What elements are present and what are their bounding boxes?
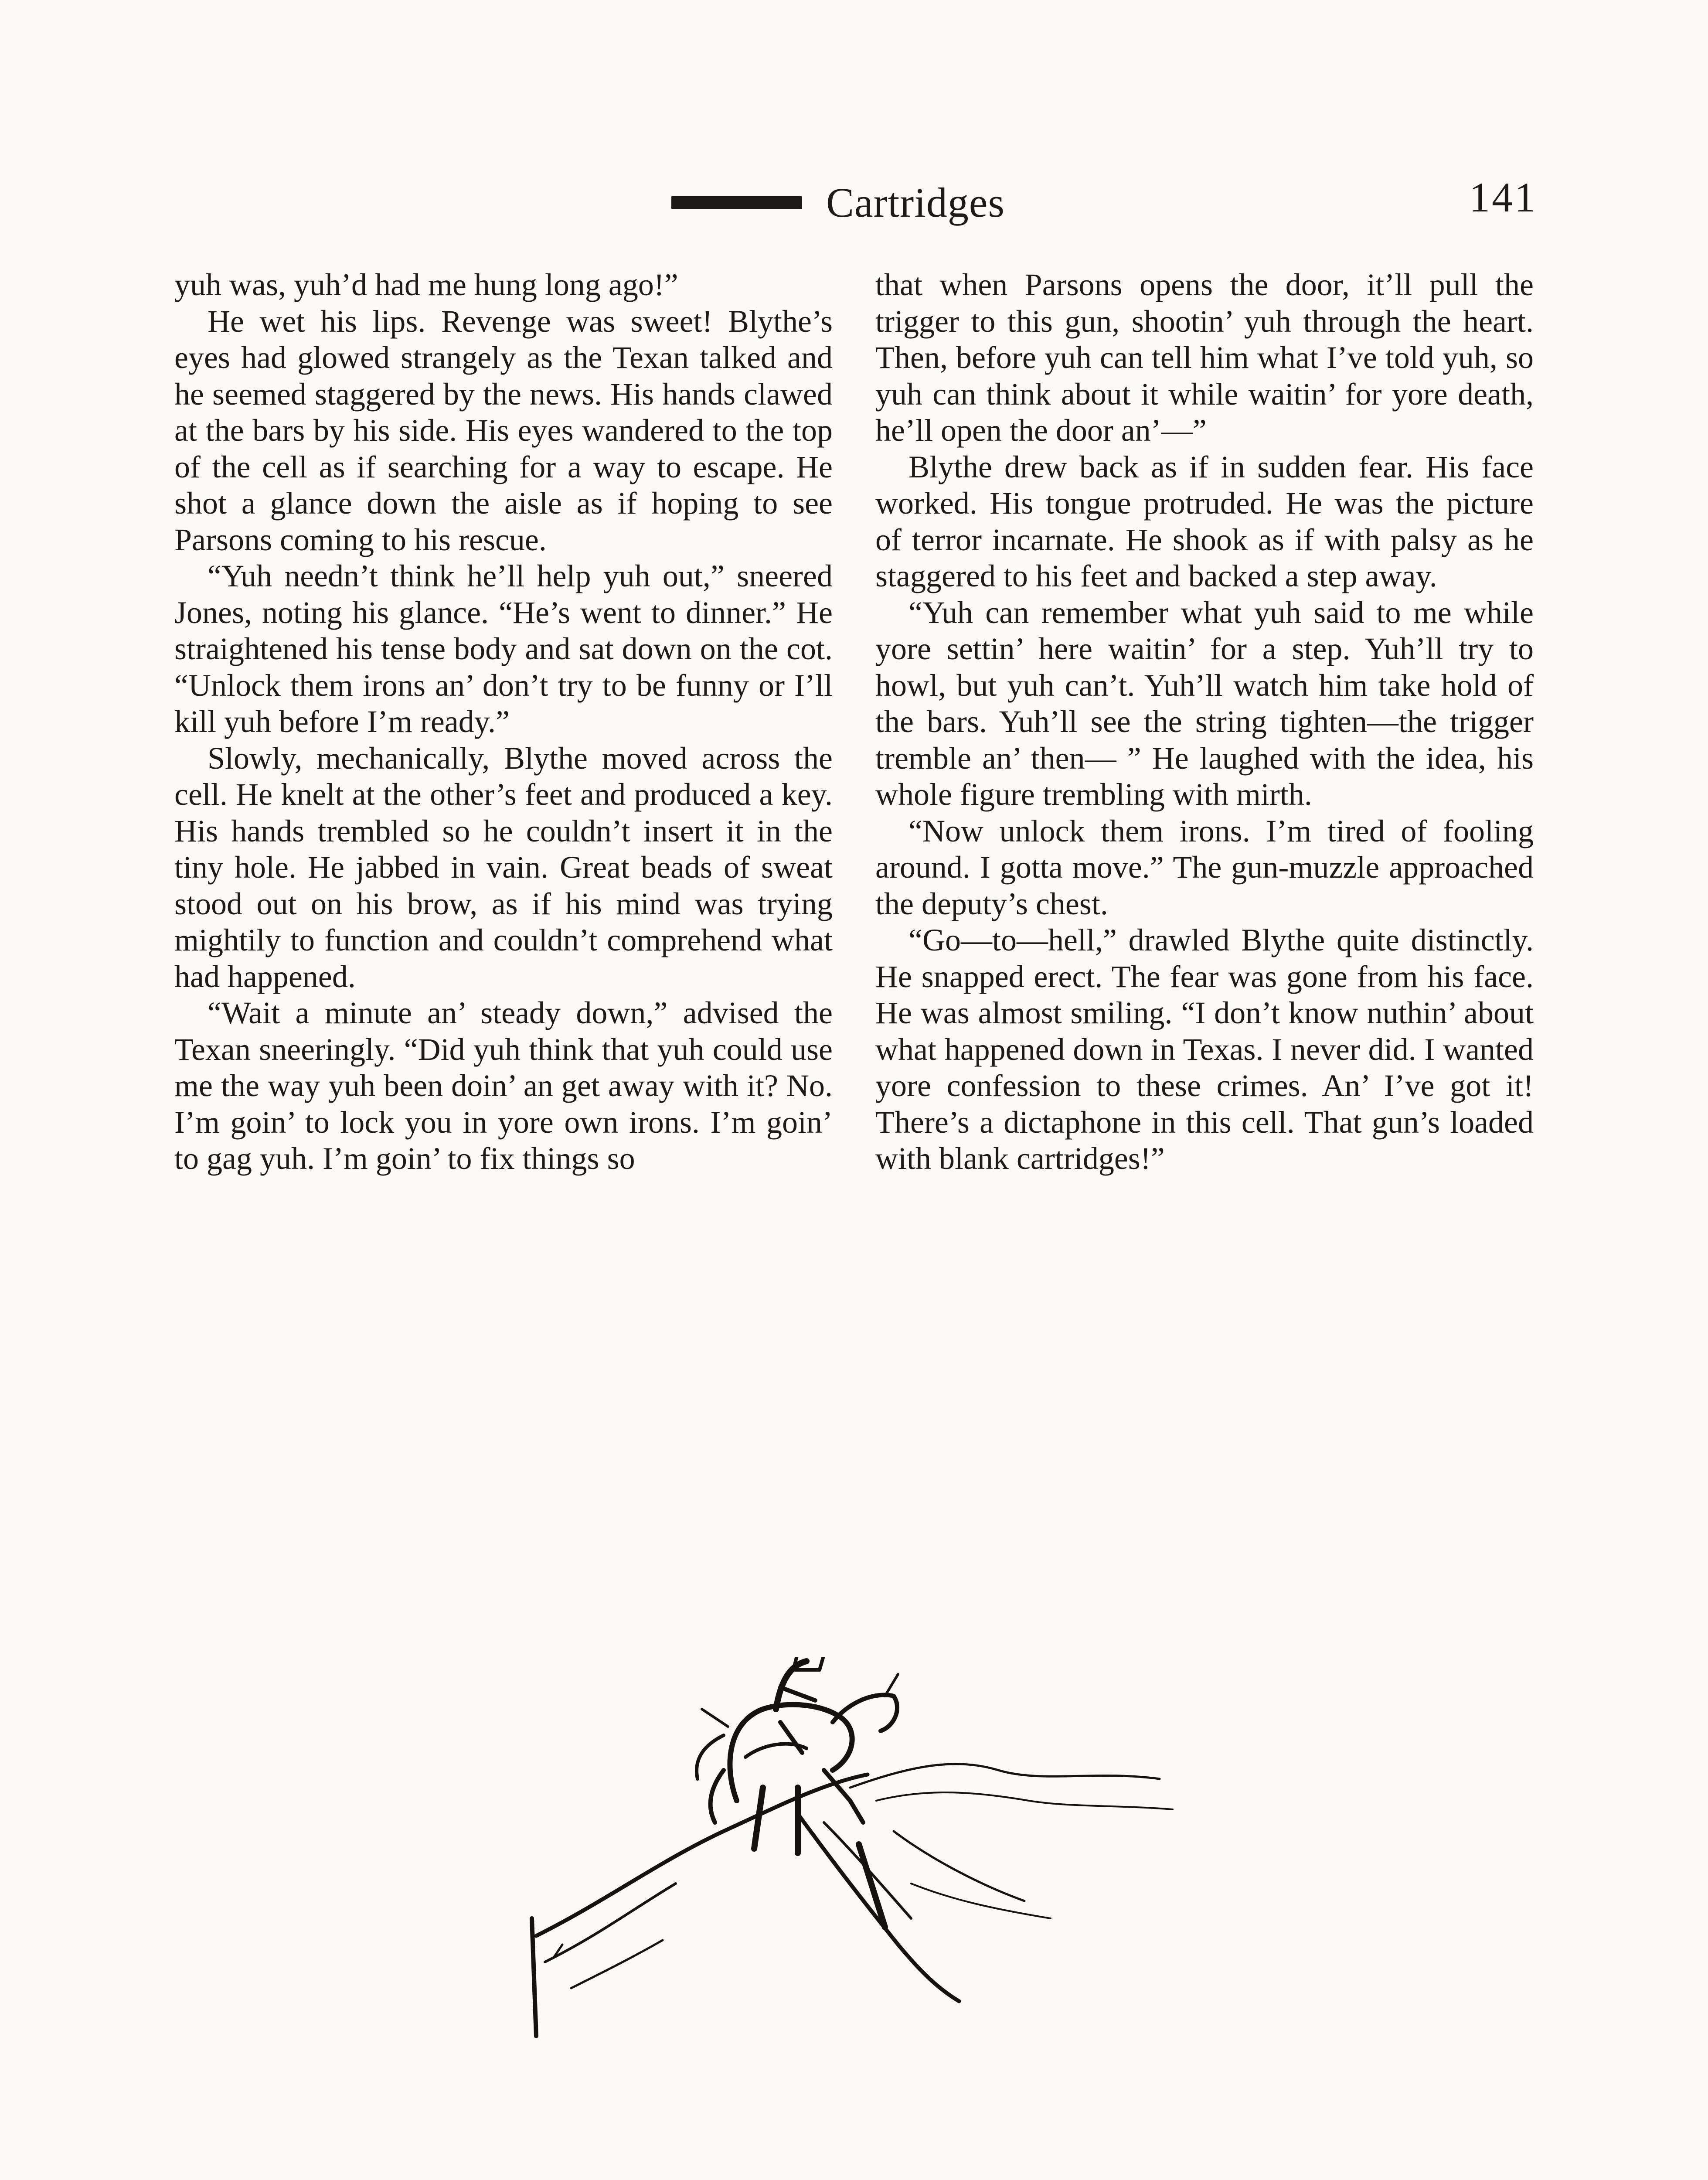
text-column-right — [875, 267, 1534, 1177]
paragraph: “Go—to—hell,” drawled Blythe quite distinctly. He snapped erect. The fear was gone from his face. He was almost smiling. “I don’t know nuthin’ about what happened down in Texas. I never did. I wanted yore confession to these crimes. An’ I’ve got it! There’s a dictaphone in this cell. That gun’s loaded with blank cartridges!” — [875, 923, 1534, 1176]
header-rule — [671, 196, 802, 209]
story-title: Cartridges — [826, 179, 1005, 226]
page-number: 141 — [1469, 174, 1537, 221]
paragraph: yuh was, yuh’d had me hung long ago!” — [174, 267, 678, 302]
paragraph: “Now unlock them irons. I’m tired of fooling around. I gotta move.” The gun-muzzle approached the deputy’s chest. — [875, 813, 1534, 921]
cowboy-illustration — [519, 1657, 1208, 2115]
paragraph: “Yuh can remember what yuh said to me while yore settin’ here waitin’ for a step. Yuh’ll try to howl, but yuh can’t. Yuh’ll watch him take hold of the bars. Yuh’ll see the string tighten—the trigger tremble an’ then— ” He laughed with the idea, his whole figure trembling with mirth. — [875, 595, 1534, 812]
paragraph: “Yuh needn’t think he’ll help yuh out,” sneered Jones, noting his glance. “He’s went to dinner.” He straightened his tense body and sat down on the cot. “Unlock them irons an’ don’t try to be funny or I’ll kill yuh before I’m ready.” — [174, 559, 833, 739]
paragraph: Blythe drew back as if in sudden fear. His face worked. His tongue protruded. He was the picture of terror incarnate. He shook as if with palsy as he staggered to his feet and backed a step away. — [875, 449, 1534, 593]
paragraph: He wet his lips. Revenge was sweet! Blythe’s eyes had glowed strangely as the Texan talked and he seemed staggered by the news. His hands clawed at the bars by his side. His eyes wandered to the top of the cell as if searching for a way to escape. He shot a glance down the aisle as if hoping to see Parsons coming to his rescue. — [174, 303, 833, 557]
running-header — [671, 170, 1005, 235]
text-column-left — [174, 267, 833, 1177]
paragraph: Slowly, mechanically, Blythe moved across the cell. He knelt at the other’s feet and produced a key. His hands trembled so he couldn’t insert it in the tiny hole. He jabbed in vain. Great beads of sweat stood out on his brow, as if his mind was trying mightily to function and couldn’t comprehend what had happened. — [174, 740, 833, 994]
cowboy-sketch-icon — [519, 1657, 1208, 2115]
paragraph: that when Parsons opens the door, it’ll pull the trigger to this gun, shootin’ yuh through the heart. Then, before yuh can tell him what I’ve told yuh, so yuh can think about it while waitin’ for yore death, he’ll open the door an’—” — [875, 267, 1534, 448]
paragraph: “Wait a minute an’ steady down,” advised the Texan sneeringly. “Did yuh think that yuh could use me the way yuh been doin’ an get away with it? No. I’m goin’ to lock you in yore own irons. I’m goin’ to gag yuh. I’m goin’ to fix things so — [174, 995, 833, 1176]
